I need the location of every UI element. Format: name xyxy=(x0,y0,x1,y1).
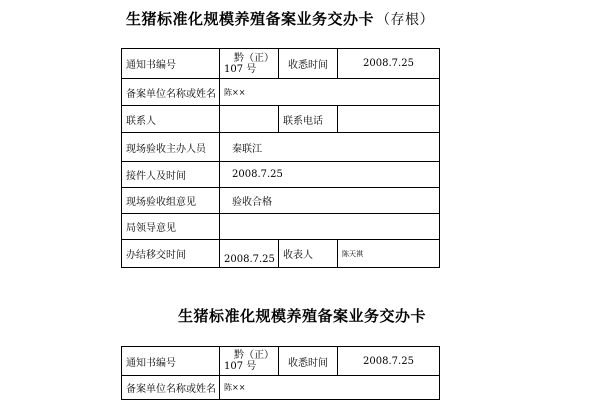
row-inspector xyxy=(122,133,440,162)
unit-name-value: 陈×× xyxy=(220,376,440,399)
form-title-text: 生猪标准化规模养殖备案业务交办卡 xyxy=(126,10,375,28)
row-handler xyxy=(122,162,440,188)
unit-name-value: 陈×× xyxy=(220,79,440,105)
receiver-value: 陈天祺 xyxy=(338,240,440,267)
leader-label: 局领导意见 xyxy=(122,214,220,239)
record-form-main xyxy=(121,346,440,400)
row-unit-name xyxy=(122,376,440,400)
form-title-main xyxy=(178,305,426,326)
row-opinion xyxy=(122,188,440,214)
row-leader xyxy=(122,214,440,240)
notice-number-line1: 黔（正） xyxy=(234,350,274,361)
contact-value xyxy=(220,106,279,132)
form-title-suffix: （存根） xyxy=(376,12,435,28)
transfer-value: 2008.7.25 xyxy=(220,240,279,267)
record-form-stub xyxy=(121,48,440,268)
handler-label: 接件人及时间 xyxy=(122,162,220,187)
notice-number-line2: 107 号 xyxy=(224,63,257,75)
receive-time-value: 2008.7.25 xyxy=(338,49,440,78)
notice-number-line1: 黔（正） xyxy=(234,52,274,64)
transfer-label: 办结移交时间 xyxy=(122,240,220,267)
row-contact xyxy=(122,106,440,133)
unit-name-label: 备案单位名称或姓名 xyxy=(122,79,220,105)
opinion-label: 现场验收组意见 xyxy=(122,188,220,213)
receive-time-value: 2008.7.25 xyxy=(338,347,440,375)
receive-time-label: 收悉时间 xyxy=(279,347,338,375)
phone-value xyxy=(338,106,440,132)
opinion-value: 验收合格 xyxy=(220,188,440,213)
form-title-stub xyxy=(126,8,434,29)
notice-number-line2: 107 号 xyxy=(224,361,257,372)
receive-time-label: 收悉时间 xyxy=(279,49,338,78)
receiver-label: 收表人 xyxy=(279,240,338,267)
leader-value xyxy=(220,214,440,239)
row-notice-number xyxy=(122,49,440,79)
inspector-label: 现场验收主办人员 xyxy=(122,133,220,161)
handler-value: 2008.7.25 xyxy=(220,162,440,187)
notice-number-label: 通知书编号 xyxy=(122,347,220,375)
notice-number-value xyxy=(220,49,279,78)
phone-label: 联系电话 xyxy=(279,106,338,132)
notice-number-value xyxy=(220,347,279,375)
row-notice-number xyxy=(122,347,440,376)
inspector-value: 秦联江 xyxy=(220,133,440,161)
notice-number-label: 通知书编号 xyxy=(122,49,220,78)
form-title-text: 生猪标准化规模养殖备案业务交办卡 xyxy=(178,307,427,325)
unit-name-label: 备案单位名称或姓名 xyxy=(122,376,220,399)
row-unit-name xyxy=(122,79,440,106)
row-transfer xyxy=(122,240,440,268)
contact-label: 联系人 xyxy=(122,106,220,132)
